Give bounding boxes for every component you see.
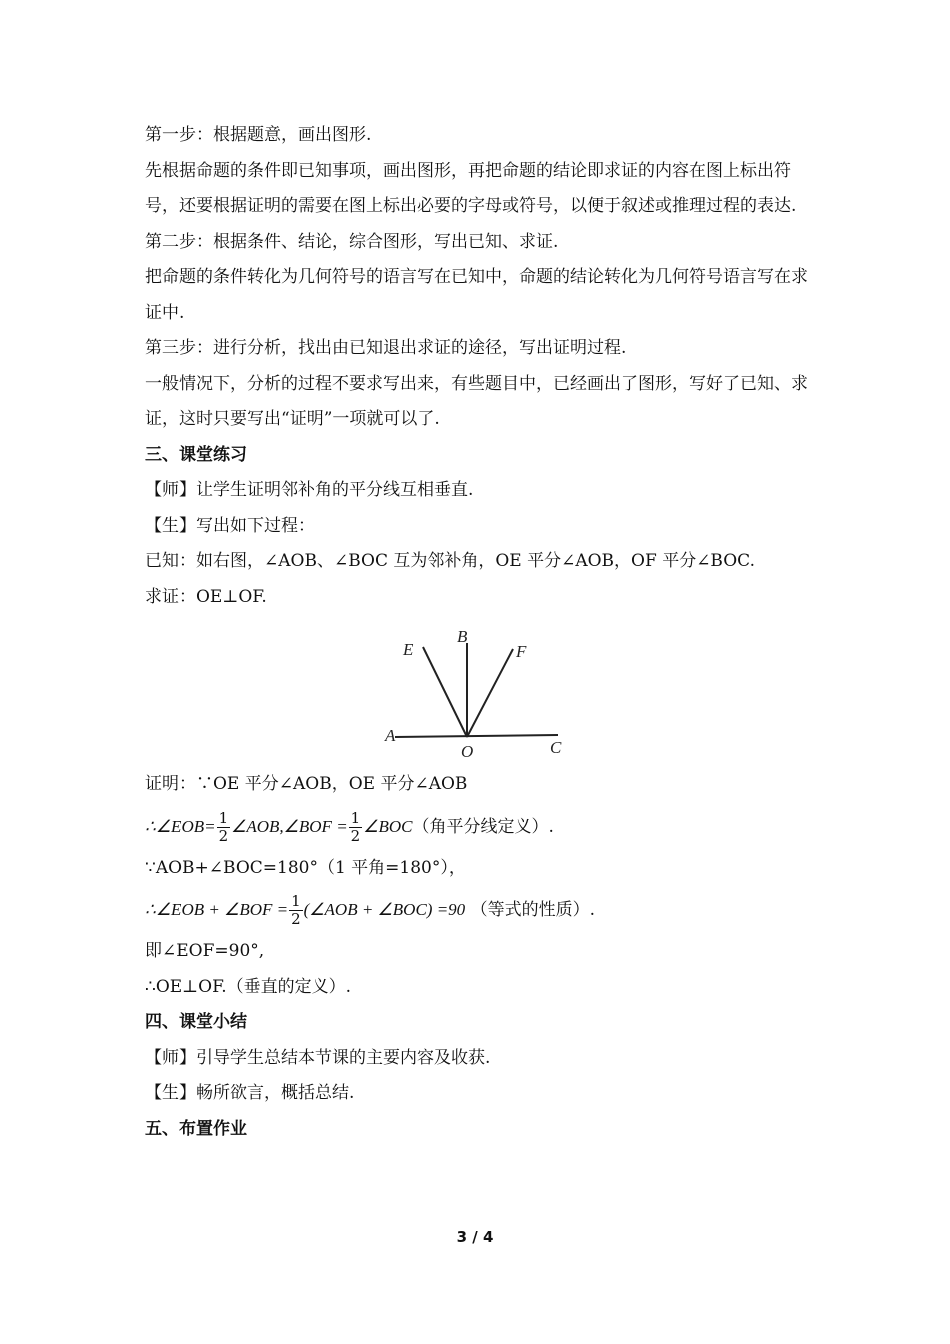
step2-title: 第二步：根据条件、结论，综合图形，写出已知、求证.	[145, 231, 559, 252]
label-f: F	[516, 642, 527, 661]
proof-line-1: 证明：∵OE 平分∠AOB，OE 平分∠AOB	[145, 774, 468, 794]
section5-heading: 五、布置作业	[145, 1118, 247, 1139]
step3-title: 第三步：进行分析，找出由已知退出求证的途径，写出证明过程.	[145, 338, 627, 358]
label-c: C	[550, 738, 562, 757]
proof-line-3: ∵AOB+∠BOC=180°（1 平角=180°），	[145, 857, 466, 878]
fraction-half: $\frac{1}{2}$	[291, 892, 301, 928]
step3-text: 一般情况下，分析的过程不要求写出来，有些题目中，已经画出了图形，写好了已知、求证，这时只要写出“证明”一项就可以了.	[145, 373, 808, 429]
proof-line-4	[145, 886, 810, 934]
proof-line-2-note: （角平分线定义）.	[412, 816, 554, 837]
proof-line-2-mid1: ∠AOB,∠BOF =	[231, 816, 348, 836]
proof-line-6: ∴OE⊥OF.（垂直的定义）.	[145, 976, 352, 997]
section3-heading: 三、课堂练习	[145, 444, 247, 465]
label-o: O	[461, 742, 474, 759]
document-body	[145, 118, 810, 1147]
label-a: A	[385, 726, 396, 745]
step1-text: 先根据命题的条件即已知事项，画出图形，再把命题的结论即求证的内容在图上标出符号，还要根据证明的需要在图上标出必要的字母或符号，以便于叙述或推理过程的表达.	[145, 160, 797, 216]
student-line: 【生】写出如下过程：	[145, 515, 315, 536]
teacher-line: 【师】让学生证明邻补角的平分线互相垂直.	[145, 480, 474, 500]
fraction-half: $\frac{1}{2}$	[218, 808, 229, 845]
step1-title: 第一步：根据题意，画出图形.	[145, 125, 372, 145]
label-e: E	[403, 640, 414, 659]
proof-line-2-pre: ∴∠EOB=	[145, 816, 216, 836]
section4-heading: 四、课堂小结	[145, 1012, 247, 1032]
ray-of	[467, 649, 513, 737]
known-line: 已知：如右图，∠AOB、∠BOC 互为邻补角，OE 平分∠AOB，OF 平分∠BOC.	[145, 551, 755, 571]
angle-figure	[145, 629, 810, 759]
summary-student-line: 【生】畅所欲言，概括总结.	[145, 1083, 355, 1103]
proof-line-2-mid2: ∠BOC	[363, 816, 413, 836]
prove-line: 求证：OE⊥OF.	[145, 586, 267, 607]
proof-line-5: 即∠EOF=90°,	[145, 941, 265, 961]
fraction-half: $\frac{1}{2}$	[350, 808, 361, 845]
line-ac	[395, 735, 558, 737]
ray-oe	[423, 647, 467, 737]
page-number: 3 / 4	[456, 1228, 494, 1246]
proof-line-4-post: (∠AOB + ∠BOC) =90	[303, 900, 466, 919]
proof-line-2	[145, 803, 810, 851]
label-b: B	[457, 629, 468, 646]
step2-text: 把命题的条件转化为几何符号的语言写在已知中，命题的结论转化为几何符号语言写在求证中.	[145, 267, 808, 323]
proof-line-4-pre: ∴∠EOB + ∠BOF =	[145, 900, 289, 919]
angle-diagram	[383, 629, 583, 759]
proof-line-4-note: （等式的性质）.	[470, 900, 595, 920]
summary-teacher-line: 【师】引导学生总结本节课的主要内容及收获.	[145, 1047, 491, 1068]
